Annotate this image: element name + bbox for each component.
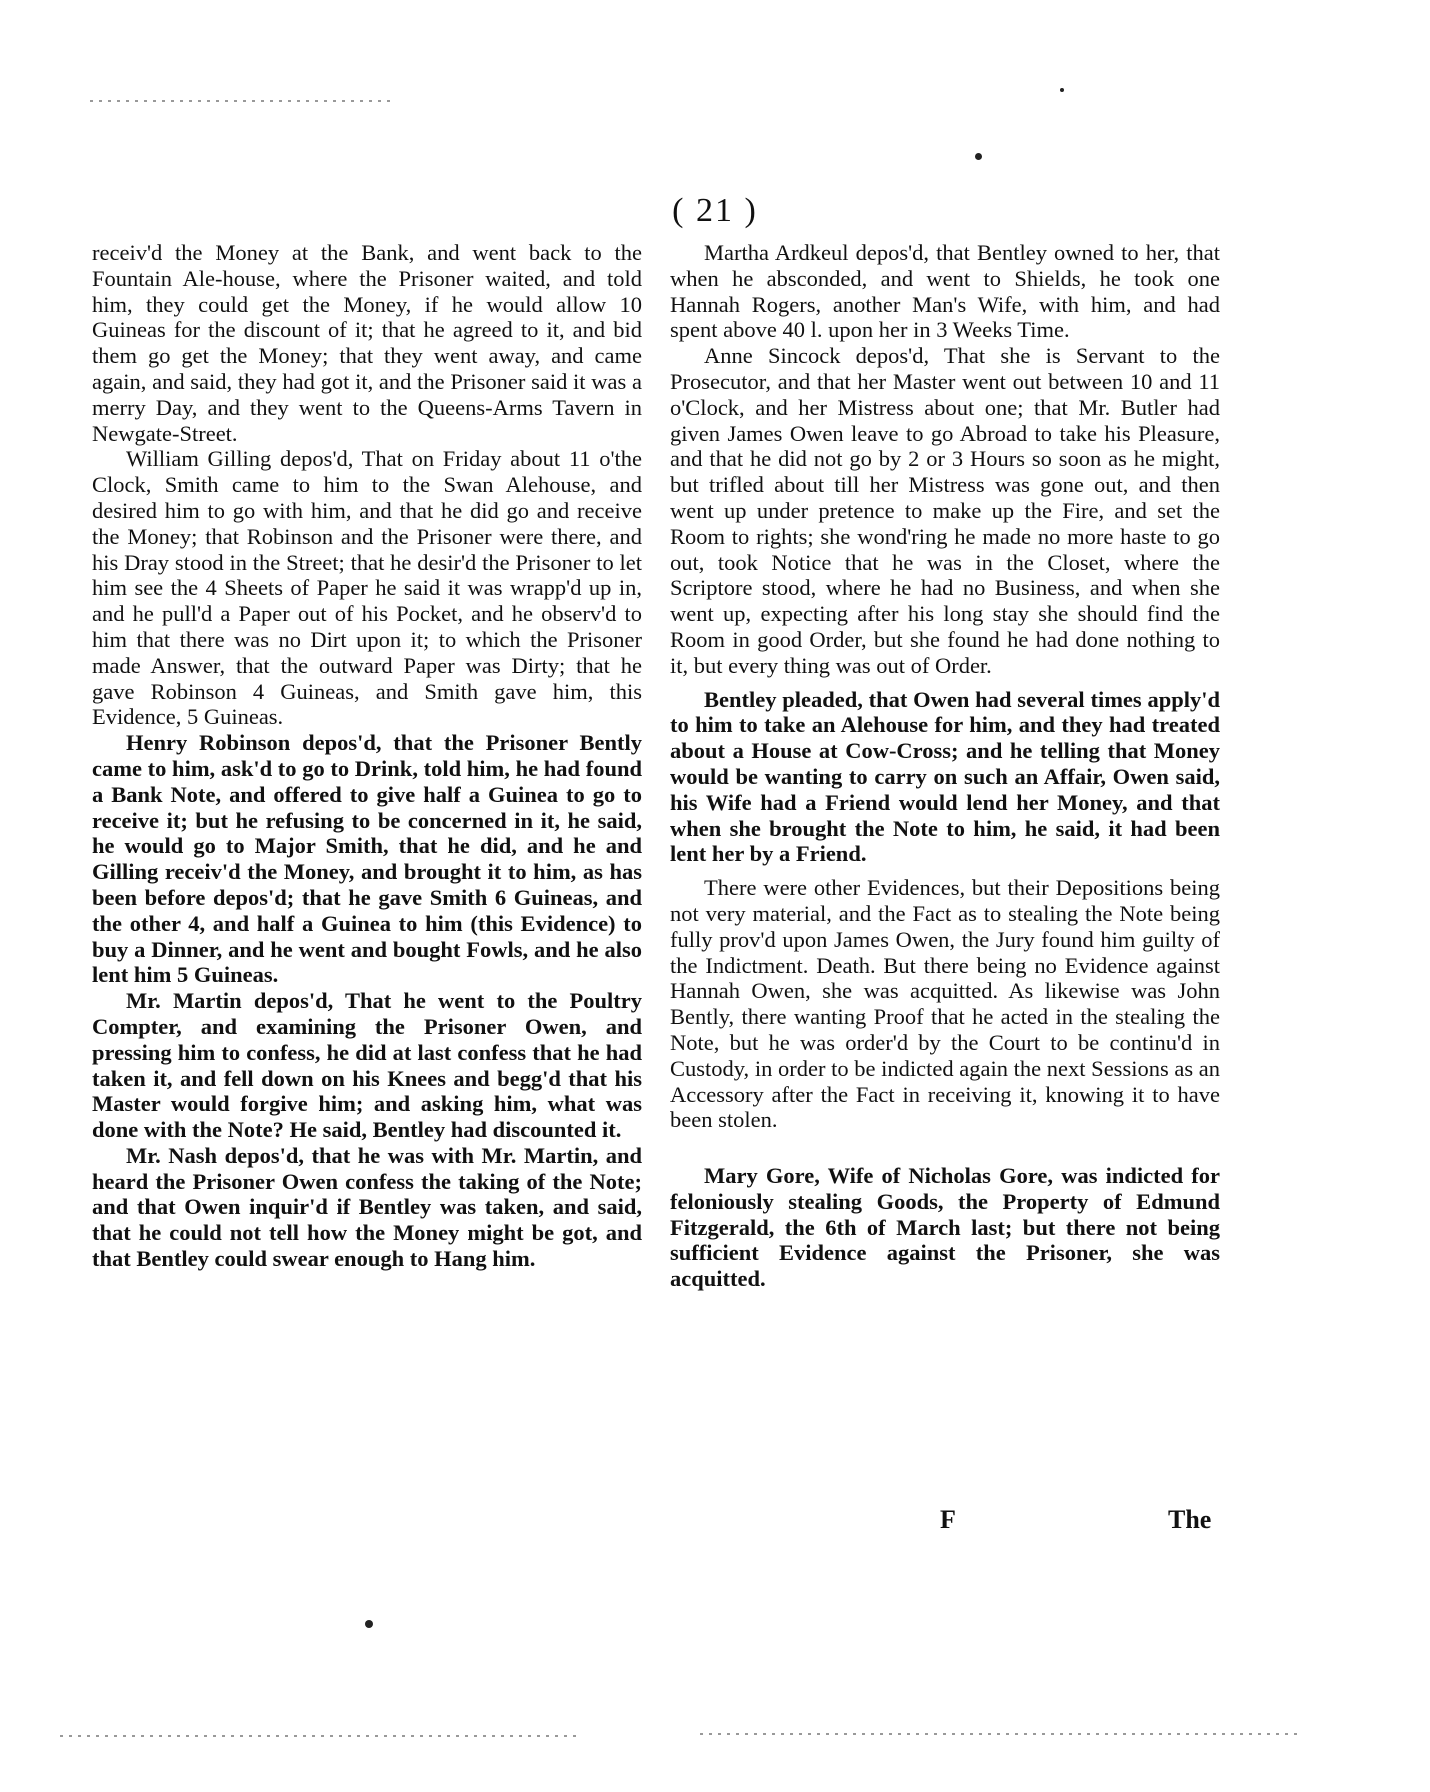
paragraph: Anne Sincock depos'd, That she is Servant to the Prosecutor, and that her Master went out between 10 and 11 o'Clock, and her Mistress about one; that Mr. Butler had given James Owen leave to go Abroad to take his Pleasure, and that he did not go by 2 or 3 Hours so soon as he might, but trifled about till her Mistress was gone out, and then went up under pretence to make up the Fire, and set the Room to rights; she wond'ring he made no more haste to go out, took Notice that he was in the Closet, where the Scriptore stood, where he had no Business, and when she went up, expecting after his long stay she should find the Room in good Order, but she found he had done nothing to it, but every thing was out of Order. [670,343,1220,678]
scan-speck [1060,88,1064,92]
paragraph: William Gilling depos'd, That on Friday about 11 o'the Clock, Smith came to him to the Swan Alehouse, and desired him to go with him, and that he did go and receive the Money; that Robinson and the Prisoner were there, and his Dray stood in the Street; that he desir'd the Prisoner to let him see the 4 Sheets of Paper he said it was wrapp'd up in, and he pull'd a Paper out of his Pocket, and he observ'd to him that there was no Dirt upon it; to which the Prisoner made Answer, that the outward Paper was Dirty; that he gave Robinson 4 Guineas, and Smith gave him, this Evidence, 5 Guineas. [92,446,642,730]
catchword: The [1168,1505,1212,1534]
scan-noise-bottom [700,1733,1300,1735]
paragraph: receiv'd the Money at the Bank, and went back to the Fountain Ale-house, where the Prisoner waited, and told him, they could get the Money, if he would allow 10 Guineas for the discount of it; that he agreed to it, and bid them go get the Money; that they went away, and came again, and said, they had got it, and the Prisoner said it was a merry Day, and they went to the Queens-Arms Tavern in Newgate-Street. [92,240,642,446]
signature-mark: F [940,1505,956,1534]
scan-speck [975,153,982,160]
left-column [92,240,642,1272]
paragraph: There were other Evidences, but their Depositions being not very material, and the Fact as to stealing the Note being fully prov'd upon James Owen, the Jury found him guilty of the Indictment. Death. But there being no Evidence against Hannah Owen, she was acquitted. As likewise was John Bently, there wanting Proof that he acted in the stealing the Note, but he was order'd by the Court to be continu'd in Custody, in order to be indicted again the next Sessions as an Accessory after the Fact in receiving it, knowing it to have been stolen. [670,875,1220,1133]
paragraph: Martha Ardkeul depos'd, that Bentley owned to her, that when he absconded, and went to Shields, he took one Hannah Rogers, another Man's Wife, with him, and had spent above 40 l. upon her in 3 Weeks Time. [670,240,1220,343]
paragraph: Bentley pleaded, that Owen had several times apply'd to him to take an Alehouse for him, and they had treated about a House at Cow-Cross; and he telling that Money would be wanting to carry on such an Affair, Owen said, his Wife had a Friend would lend her Money, and that when she brought the Note to him, he said, it had been lent her by a Friend. [670,686,1220,867]
scan-speck [365,1620,373,1628]
paragraph: Henry Robinson depos'd, that the Prisoner Bently came to him, ask'd to go to Drink, told him, he had found a Bank Note, and offered to give half a Guinea to go to receive it; but he refusing to be concerned in it, he said, he would go to Major Smith, that he did, and he and Gilling receiv'd the Money, and brought it to him, as has been before depos'd; that he gave Smith 6 Guineas, and the other 4, and half a Guinea to him (this Evidence) to buy a Dinner, and he went and bought Fowls, and he also lent him 5 Guineas. [92,730,642,988]
right-column [670,240,1220,1292]
page-number: ( 21 ) [672,192,758,229]
paragraph: Mr. Martin depos'd, That he went to the Poultry Compter, and examining the Prisoner Owen, and pressing him to confess, he did at last confess that he had taken it, and fell down on his Knees and begg'd that his Master would forgive him; and asking him, what was done with the Note? He said, Bentley had discounted it. [92,988,642,1143]
paragraph: Mary Gore, Wife of Nicholas Gore, was indicted for feloniously stealing Goods, the Property of Edmund Fitzgerald, the 6th of March last; but there not being sufficient Evidence against the Prisoner, she was acquitted. [670,1163,1220,1292]
scan-noise-bottom [60,1735,580,1737]
scan-noise-top [90,100,390,102]
paragraph: Mr. Nash depos'd, that he was with Mr. Martin, and heard the Prisoner Owen confess the taking of the Note; and that Owen inquir'd if Bentley was taken, and said, that he could not tell how the Money might be got, and that Bentley could swear enough to Hang him. [92,1142,642,1272]
